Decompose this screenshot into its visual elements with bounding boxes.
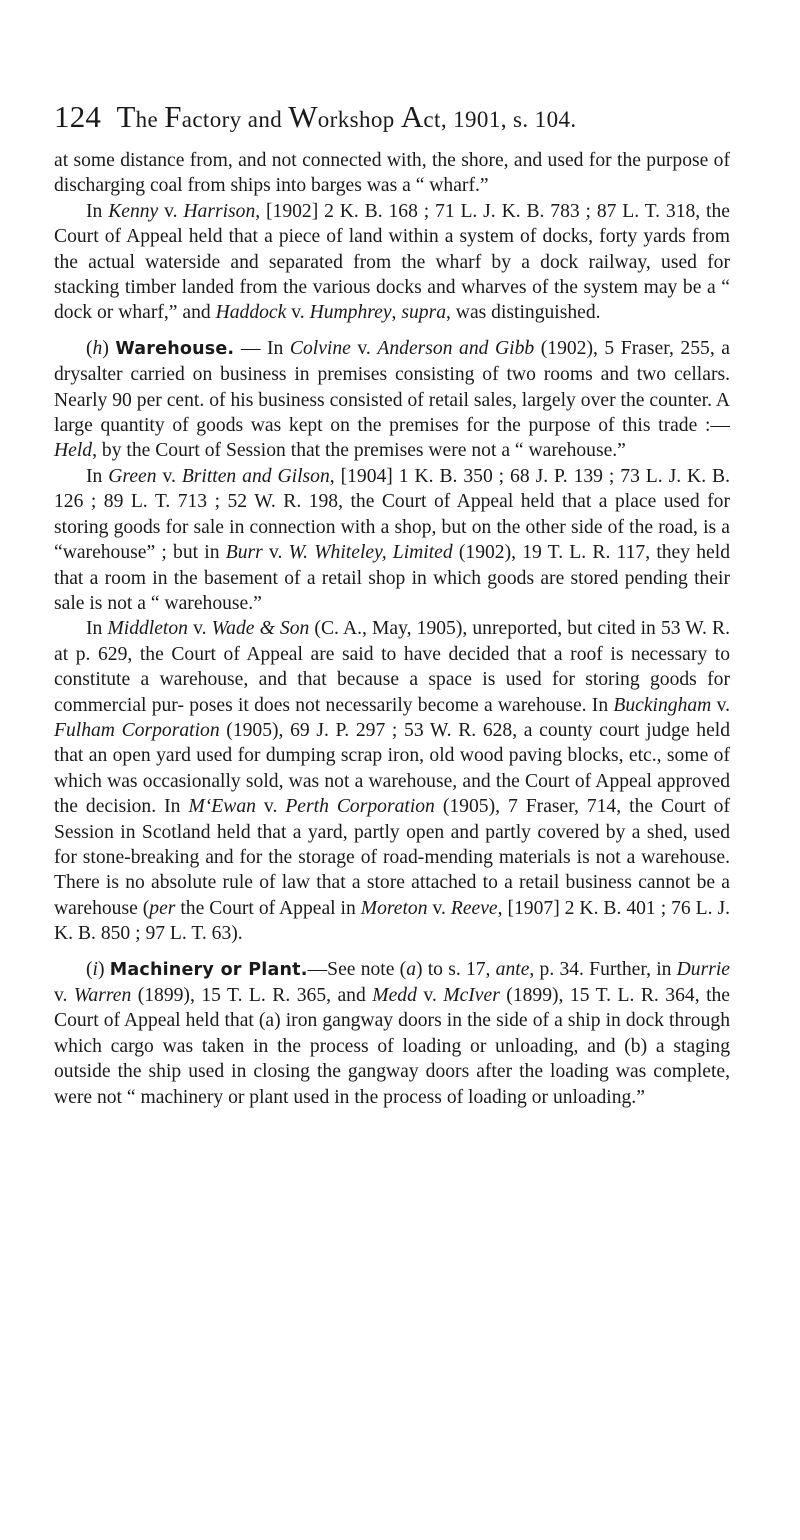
text-run: v. <box>427 897 451 919</box>
italic-text: Held <box>54 440 93 462</box>
text-run: ( <box>86 337 93 359</box>
text-run: , p. 34. Further, in <box>529 958 677 980</box>
text-run: (1905), 69 J. P. 297 ; 53 W. R. 628, a county court judge held that an open yard used for dumping scrap iron, old wood paving blocks, etc., some of which was occasionally sold, was not a warehouse, and the Court of Appeal approved the decision. In <box>54 719 731 818</box>
italic-text: per <box>149 897 176 919</box>
running-title: The Factory and Workshop Act, 1901, s. 104. <box>116 99 577 134</box>
text-run: ) <box>97 958 110 980</box>
text-run: In <box>86 200 109 222</box>
italic-text: Harrison <box>183 200 256 222</box>
text-run: — In <box>234 337 290 359</box>
text-run: v. <box>416 985 444 1006</box>
italic-text: i <box>92 958 98 980</box>
section-heading: Machinery or Plant. <box>109 959 308 980</box>
text-run: (1902), 5 Fraser, 255, a drysalter carried on business in premises consisting of two rooms and two cellars. Nearly 90 per cent. of his business consisted of retail sales, largely over the counter. A large quantity of goods was kept on the premises for the purpose of this trade :— <box>54 337 730 437</box>
text-run: v. <box>156 465 182 487</box>
italic-text: Kenny <box>108 200 159 222</box>
page-body <box>54 148 730 1110</box>
text-run: v. <box>262 542 289 564</box>
italic-text: Buckingham <box>613 694 712 716</box>
text-run: —See note ( <box>307 958 407 980</box>
italic-text: supra <box>401 302 446 324</box>
italic-text: Durrie <box>676 958 730 980</box>
text-run: v. <box>187 618 212 640</box>
italic-text: Burr <box>225 542 263 564</box>
text-run: (C. A., May, 1905), unreported, but cited in 53 W. R. at p. 629, the Court of Appeal are said to have decided that a roof is necessary to constitute a warehouse, and that because a space is used for storing goods for commercial pur- poses it does not necessarily become a warehouse. In <box>54 618 730 716</box>
italic-text: Moreton <box>360 897 428 919</box>
italic-text: Anderson and Gibb <box>377 337 535 359</box>
paragraph <box>54 616 730 946</box>
text-run: ) <box>102 337 116 359</box>
book-page <box>0 99 800 1540</box>
text-run: v. <box>286 302 310 324</box>
text-run: , <box>391 302 402 324</box>
text-run: , was distinguished. <box>446 302 601 324</box>
italic-text: Middleton <box>107 618 188 640</box>
text-run: , [1907] 2 K. B. 401 ; 76 L. J. K. B. 850 ; 97 L. T. 63). <box>54 897 730 945</box>
paragraph <box>54 148 730 199</box>
italic-text: M‘Ewan <box>188 796 256 818</box>
paragraph <box>54 199 730 326</box>
text-run: , [1902] 2 K. B. 168 ; 71 L. J. K. B. 783 ; 87 L. T. 318, the Court of Appeal held that a piece of land within a system of docks, forty yards from the actual waterside and separated from the wharf by a dock railway, used for stacking timber landed from the various docks and wharves of the system may be a “ dock or wharf,” and <box>54 200 730 324</box>
text-run: , [1904] 1 K. B. 350 ; 68 J. P. 139 ; 73 L. J. K. B. 126 ; 89 L. T. 713 ; 52 W. R. 198, the Court of Appeal held that a place used for storing goods for sale in connection with a shop, but on the other side of the road, is a “warehouse” ; but in <box>54 465 730 564</box>
italic-text: Medd <box>372 985 417 1006</box>
text-run: ) to s. 17, <box>415 958 496 980</box>
italic-text: a <box>406 958 416 980</box>
italic-text: Humphrey <box>309 302 392 324</box>
italic-text: Britten and Gilson <box>181 465 330 487</box>
text-run: the Court of Appeal in <box>175 897 361 919</box>
section-heading: Warehouse. <box>115 338 235 359</box>
text-run: In <box>86 618 108 640</box>
italic-text: W. Whiteley, Limited <box>288 542 453 564</box>
text-run: v. <box>54 985 74 1006</box>
italic-text: ante <box>495 958 530 980</box>
italic-text: McIver <box>443 985 500 1006</box>
text-run: (1905), 7 Fraser, 714, the Court of Session in Scotland held that a yard, partly open and partly covered by a shed, used for stone-breaking and for the storage of road-mending materials is not a warehouse. There is no absolute rule of law that a store attached to a retail business cannot be a warehouse ( <box>54 796 730 919</box>
italic-text: Perth Corporation <box>285 796 435 818</box>
text-run: v. <box>350 337 378 359</box>
text-run: , by the Court of Session that the premises were not a “ warehouse.” <box>92 440 626 462</box>
paragraph <box>54 464 730 616</box>
text-run: (1899), 15 T. L. R. 365, and <box>131 985 373 1006</box>
italic-text: Fulham Corporation <box>54 719 220 741</box>
text-run: at some distance from, and not connected with, the shore, and used for the purpose of discharging coal from ships into barges was a “ wharf.” <box>54 150 730 197</box>
text-run: ( <box>86 958 93 980</box>
running-head <box>54 99 730 139</box>
text-run: (1899), 15 T. L. R. 364, the Court of Appeal held that (a) iron gangway doors in the side of a ship in dock through which cargo was taken in the process of loading or unloading, and (b) a staging outside the ship used in closing the gangway doors after the loading was complete, were not “ machinery or plant used in the process of loading or unloading.” <box>54 985 731 1108</box>
italic-text: Colvine <box>289 337 351 359</box>
page-number: 124 <box>54 99 102 134</box>
paragraph-warehouse <box>54 336 730 464</box>
paragraph-machinery <box>54 957 730 1110</box>
italic-text: Green <box>108 465 157 487</box>
italic-text: Warren <box>73 985 132 1006</box>
italic-text: Reeve <box>450 897 498 919</box>
italic-text: Wade & Son <box>211 618 310 640</box>
text-run: (1902), 19 T. L. R. 117, they held that a room in the basement of a retail shop in which goods are stored pending their sale is not a “ warehouse.” <box>54 542 730 614</box>
text-run: v. <box>255 796 286 818</box>
text-run: In <box>86 465 109 487</box>
text-run: v. <box>158 200 184 222</box>
italic-text: h <box>92 337 103 359</box>
text-run: v. <box>711 694 730 716</box>
italic-text: Haddock <box>215 302 287 324</box>
